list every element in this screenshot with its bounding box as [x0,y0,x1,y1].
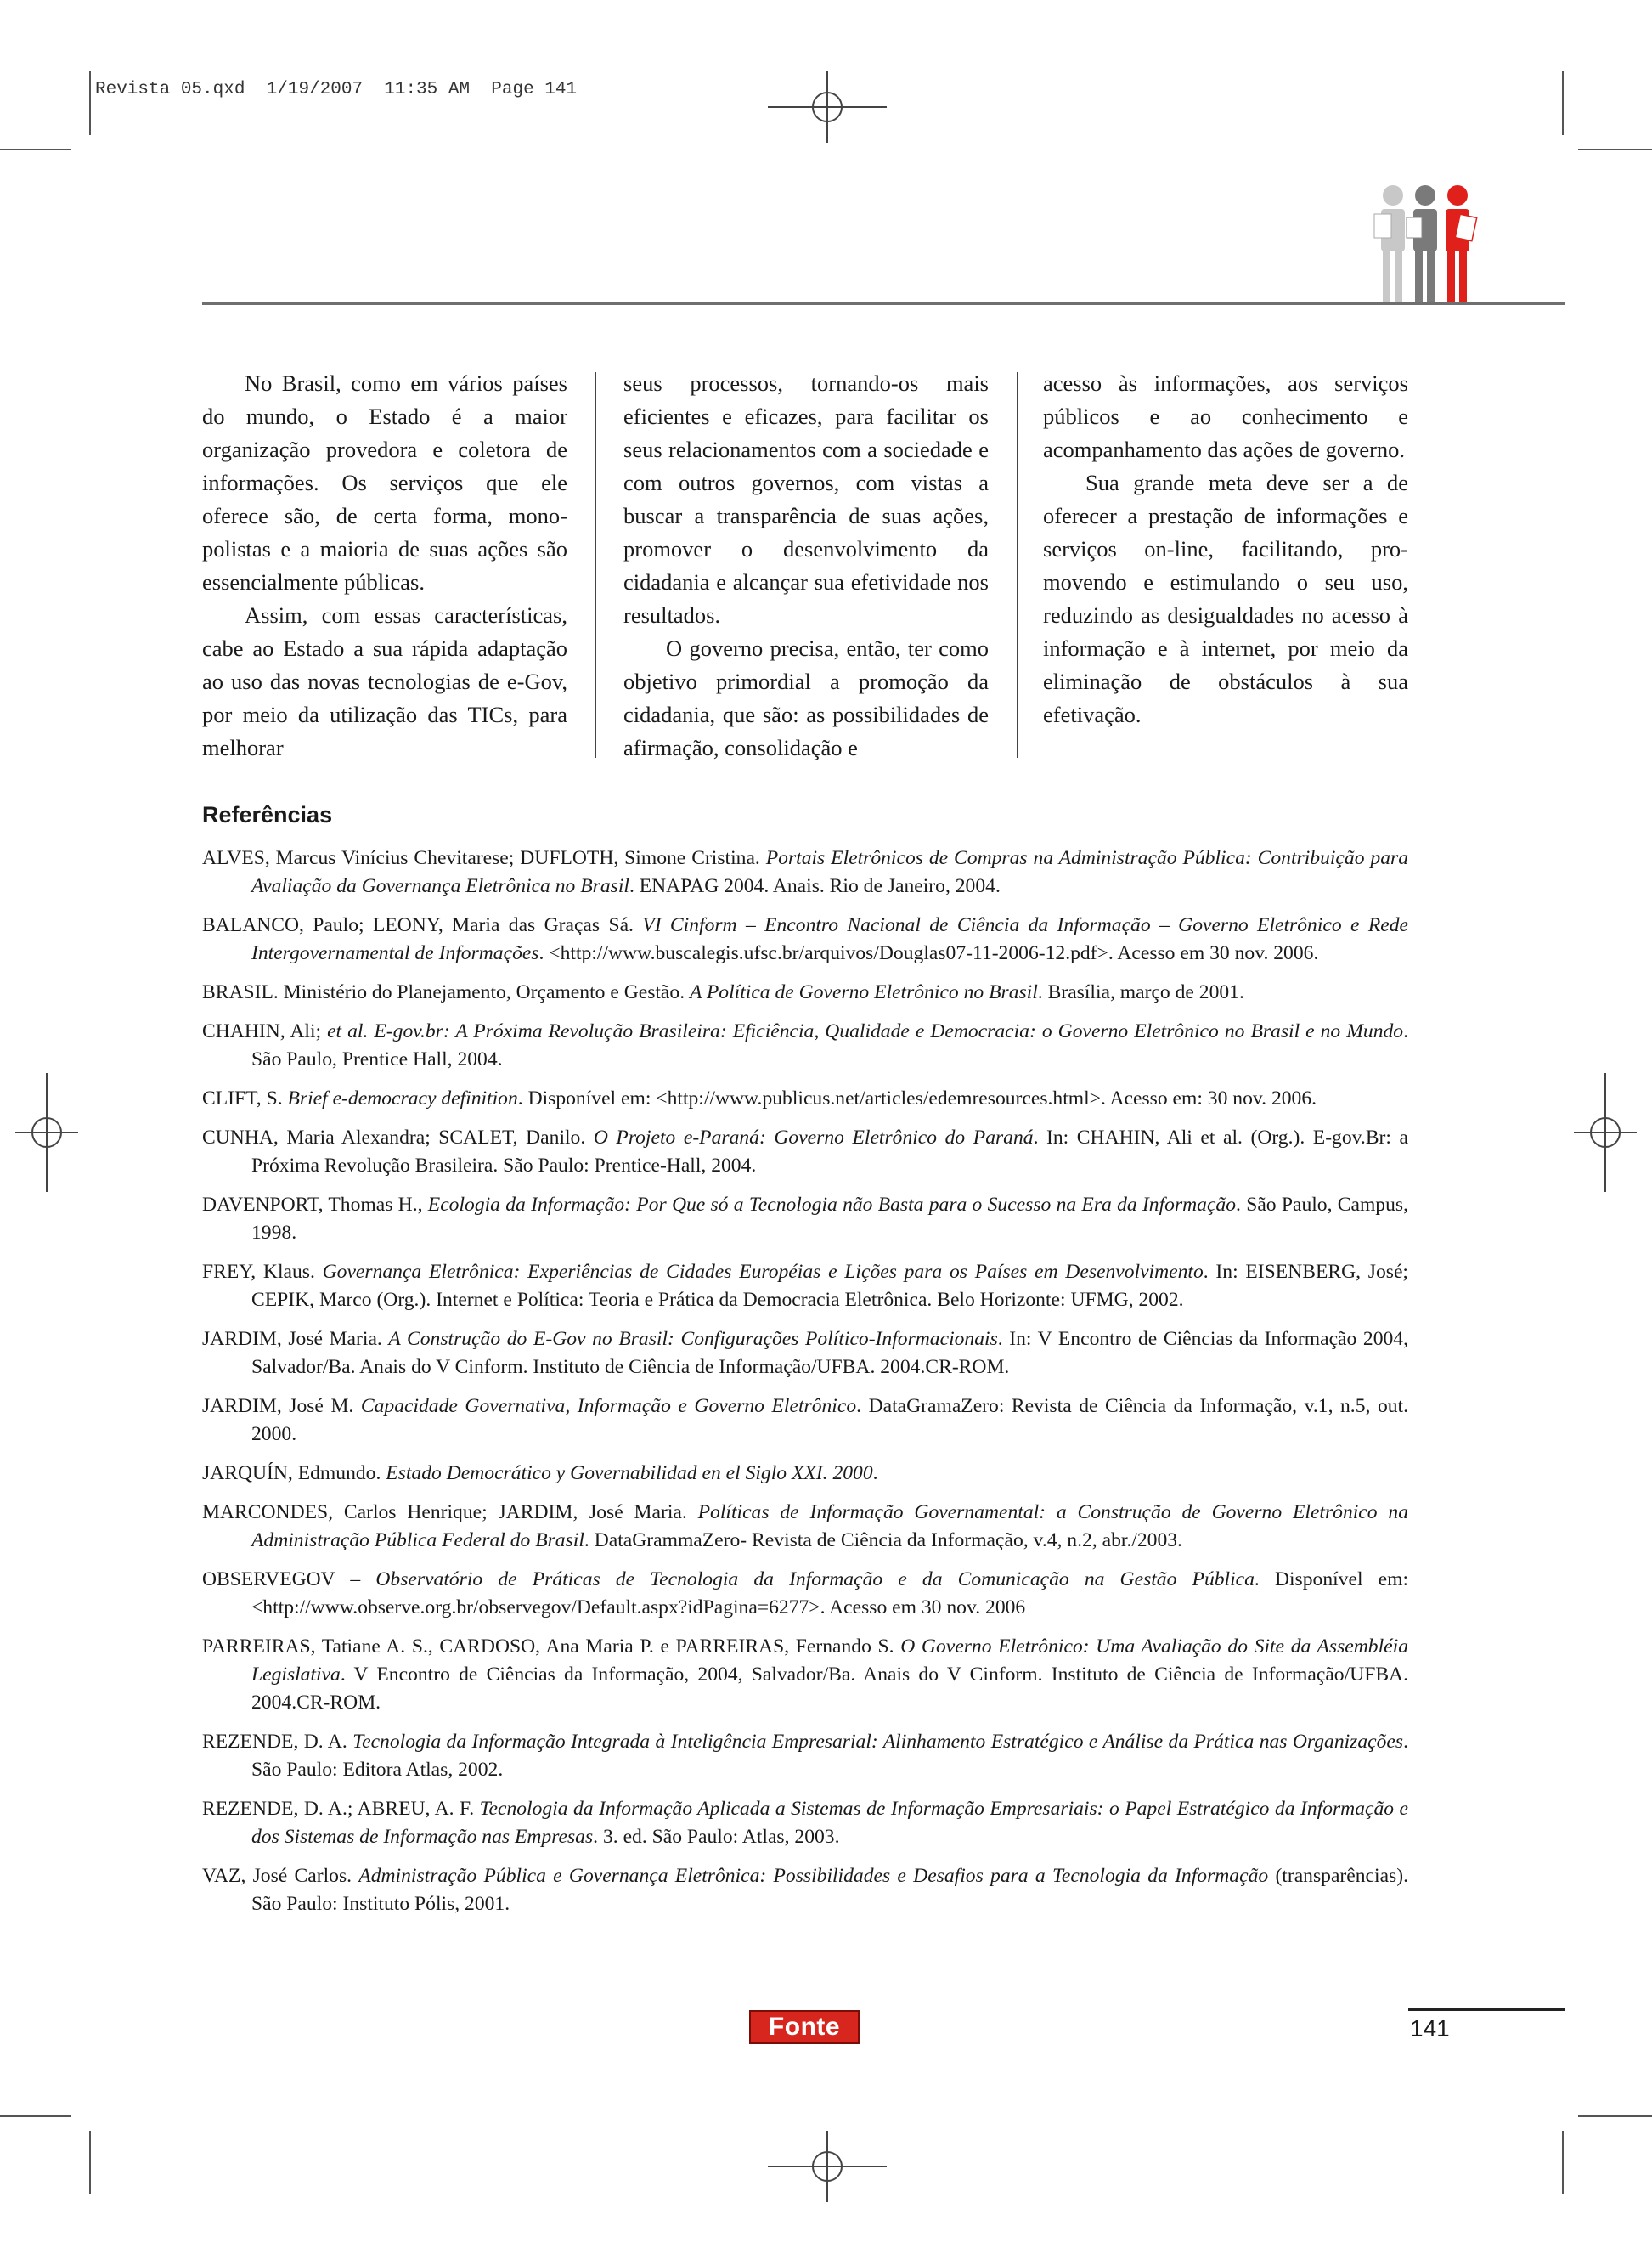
crop-mark [89,2131,91,2194]
reference-item: REZENDE, D. A.; ABREU, A. F. Tecnologia da Informação Aplicada a Sistemas de Informação Empresariais: o Papel Estratégico da Informação e dos Sistemas de Informação nas Empresas. 3. ed. São Paulo: Atlas, 2003. [202,1798,1409,1848]
body-column-1 [202,367,567,765]
paragraph: seus processos, tornando-os mais eficientes e eficazes, para facilitar os seus relacionamentos com a sociedade e com outros governos, com vistas a buscar a transparência de suas ações, promover o desenvolvimento da cidadania e alcançar sua efetividade nos resultados. [623,370,989,628]
crop-mark [89,71,91,135]
body-column-3 [1043,367,1408,731]
reference-item: DAVENPORT, Thomas H., Ecologia da Informação: Por Que só a Tecnologia não Basta para o Sucesso na Era da Informação. São Paulo, Campus, 1998. [202,1194,1408,1244]
paragraph: No Brasil, como em vários países do mundo, o Estado é a maior organização provedora e coletora de informações. Os serviços que ele oferece são, de certa forma, monopolistas e a maioria de suas ações são essencialmente públicas. [202,370,567,595]
crop-mark [0,149,71,150]
crop-mark [1578,149,1652,150]
reference-item: CLIFT, S. Brief e-democracy definition. Disponível em: <http://www.publicus.net/articles/edemresources.html>. Acesso em: 30 nov. 2006. [202,1087,1317,1110]
people-figures-icon [1369,184,1497,307]
paragraph: Sua grande meta deve ser a de oferecer a prestação de informações e serviços on-line, facilitando, promovendo e estimulando o seu uso, reduzindo as desigualdades no acesso à informação e à internet, por meio da eliminação de obstáculos à sua efetivação. [1043,470,1408,727]
reference-item: REZENDE, D. A. Tecnologia da Informação Integrada à Inteligência Empresarial: Alinhamento Estratégico e Análise da Prática nas Organizações. São Paulo: Editora Atlas, 2002. [202,1731,1408,1781]
footer-rule [1408,2008,1565,2011]
header-rule [202,302,1565,305]
registration-mark-top [768,71,887,143]
body-column-2 [623,367,989,765]
paragraph: acesso às informações, aos serviços públicos e ao conhecimento e acompanhamento das ações de governo. [1043,370,1408,462]
column-divider [595,372,596,758]
reference-item: OBSERVEGOV – Observatório de Práticas de Tecnologia da Informação e da Comunicação na Gestão Pública. Disponível em: <http://www.observe.org.br/observegov/Default.aspx?idPagina=6277>. Acesso em 30 nov. 2006 [202,1568,1409,1618]
references-list [202,844,1408,1929]
page-number: 141 [1410,2015,1450,2042]
reference-item: MARCONDES, Carlos Henrique; JARDIM, José Maria. Políticas de Informação Governamental: a Construção de Governo Eletrônico na Administração Pública Federal do Brasil. DataGrammaZero- Revista de Ciência da Informação, v.4, n.2, abr./2003. [202,1501,1409,1551]
reference-item: BRASIL. Ministério do Planejamento, Orçamento e Gestão. A Política de Governo Eletrônico no Brasil. Brasília, março de 2001. [202,981,1244,1003]
reference-item: CUNHA, Maria Alexandra; SCALET, Danilo. O Projeto e-Paraná: Governo Eletrônico do Paraná. In: CHAHIN, Ali et al. (Org.). E-gov.Br: a Próxima Revolução Brasileira. São Paulo: Prentice-Hall, 2004. [202,1127,1408,1177]
reference-item: BALANCO, Paulo; LEONY, Maria das Graças Sá. VI Cinform – Encontro Nacional de Ciência da Informação – Governo Eletrônico e Rede Intergovernamental de Informações. <http://www.buscalegis.ufsc.br/arquivos/Douglas07-11-2006-12.pdf>. Acesso em 30 nov. 2006. [202,914,1408,964]
reference-item: CHAHIN, Ali; et al. E-gov.br: A Próxima Revolução Brasileira: Eficiência, Qualidade e Democracia: o Governo Eletrônico no Brasil e no Mundo. São Paulo, Prentice Hall, 2004. [202,1020,1408,1070]
reference-item: JARDIM, José Maria. A Construção do E-Gov no Brasil: Configurações Político-Informacionais. In: V Encontro de Ciências da Informação 2004, Salvador/Ba. Anais do V Cinform. Instituto de Ciência de Informação/UFBA. 2004.CR-ROM. [202,1328,1409,1378]
crop-mark [1562,2131,1564,2194]
column-divider [1017,372,1018,758]
registration-mark-left [15,1073,78,1192]
references-heading: Referências [202,802,333,827]
crop-mark [0,2115,71,2117]
registration-mark-right [1574,1073,1637,1192]
reference-item: PARREIRAS, Tatiane A. S., CARDOSO, Ana Maria P. e PARREIRAS, Fernando S. O Governo Eletrônico: Uma Avaliação do Site da Assembléia Legislativa. V Encontro de Ciências da Informação, 2004, Salvador/Ba. Anais do V Cinform. Instituto de Ciência de Informação/UFBA. 2004.CR-ROM. [202,1635,1408,1714]
reference-item: VAZ, José Carlos. Administração Pública e Governança Eletrônica: Possibilidades e Desafios para a Tecnologia da Informação (transparências). São Paulo: Instituto Pólis, 2001. [202,1865,1408,1915]
reference-item: ALVES, Marcus Vinícius Chevitarese; DUFLOTH, Simone Cristina. Portais Eletrônicos de Compras na Administração Pública: Contribuição para Avaliação da Governança Eletrônica no Brasil. ENAPAG 2004. Anais. Rio de Janeiro, 2004. [202,847,1408,897]
reference-item: JARDIM, José M. Capacidade Governativa, Informação e Governo Eletrônico. DataGramaZero: Revista de Ciência da Informação, v.1, n.5, out. 2000. [202,1395,1408,1445]
registration-mark-bottom [768,2131,887,2202]
fonte-logo: Fonte [749,2010,860,2044]
slug-line: Revista 05.qxd 1/19/2007 11:35 AM Page 141 [95,80,578,99]
crop-mark [1562,71,1564,135]
paragraph: O governo precisa, então, ter como objetivo primordial a promoção da cidadania, que são: as possibilidades de afirmação, consolidação e [623,635,989,760]
crop-mark [1578,2115,1652,2117]
reference-item: JARQUÍN, Edmundo. Estado Democrático y Governabilidad en el Siglo XXI. 2000. [202,1462,878,1484]
reference-item: FREY, Klaus. Governança Eletrônica: Experiências de Cidades Européias e Lições para os Países em Desenvolvimento. In: EISENBERG, José; CEPIK, Marco (Org.). Internet e Política: Teoria e Prática da Democracia Eletrônica. Belo Horizonte: UFMG, 2002. [202,1261,1408,1311]
paragraph: Assim, com essas características, cabe ao Estado a sua rápida adaptação ao uso das novas tecnologias de e-Gov, por meio da utilização das TICs, para melhorar [202,602,567,760]
